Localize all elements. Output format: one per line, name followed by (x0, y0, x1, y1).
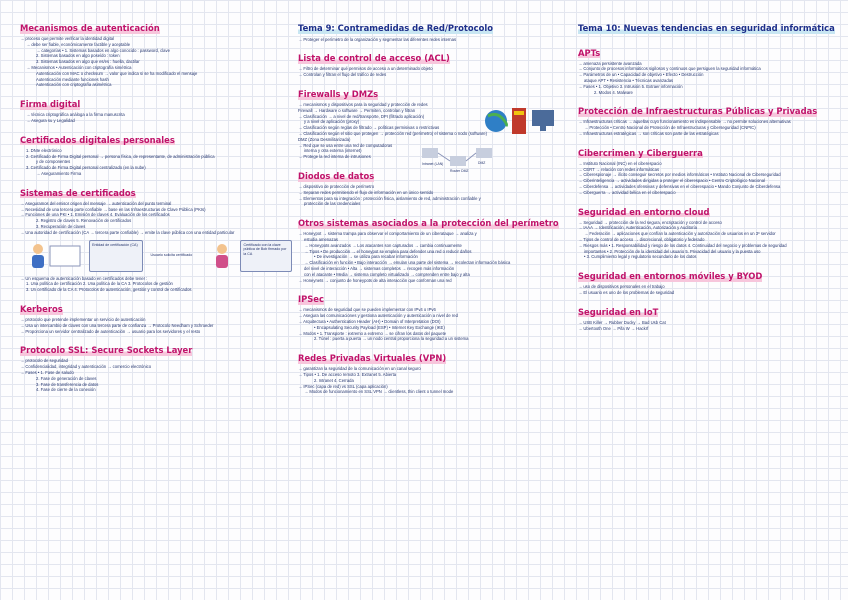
note-line: Firewall → Hardware o software → Permiten, controlan y filtran (298, 107, 416, 113)
heading-moviles: Seguridad en entornos móviles y BYOD (578, 271, 763, 282)
note-line: → protocolo de seguridad (20, 358, 68, 364)
section-iot (578, 302, 840, 332)
heading-sistemas-certificados: Sistemas de certificados (20, 187, 136, 198)
line-list (578, 161, 840, 196)
certificate-diagram (28, 239, 292, 273)
note-line: → garantizan la seguridad de la comunicación en un canal seguro (298, 366, 421, 372)
note-line: → Ubertooth One → Pifa W → Hackrf (578, 325, 649, 331)
note-line: Autenticación con MAC o checksum → valor que indica si se ha modificado el mensaje (36, 70, 198, 76)
note-line: → debe ser fiable, económicamente factible y aceptable (26, 41, 131, 47)
note-line: → Aseguramos del emisor origen del mensaje → autenticación del punto terminal (20, 200, 172, 206)
note-line: 2. Certificado de Firma Digital personal → persona física, de representante, de administración pública (26, 153, 215, 159)
note-line: → Necesidad de una tercera parte confiable → base en las Infraestructuras de Clave Pública (PKIs) (20, 206, 206, 212)
section-firewalls (298, 84, 570, 174)
note-line: → Ciberguerra → actividad bélica en el ciberespacio (578, 189, 676, 195)
line-list (20, 112, 292, 124)
line-list (298, 307, 570, 342)
note-line: → mecanismos y dispositivos para la seguridad y protección de redes (298, 102, 428, 108)
note-line: → Protege la red interna de intrusiones (298, 154, 371, 160)
note-line: → IPSec (capa de red) vs SSL (capa aplicación) (298, 383, 388, 389)
note-line: → Mecanismos • Autenticación con criptografía simétrica (26, 64, 132, 70)
note-line: 3. Recuperación de claves (36, 223, 86, 229)
section-acl (298, 48, 570, 78)
note-line: → Confidencialidad, integridad y autenticación → comercio electrónico (20, 364, 152, 370)
line-list (20, 358, 292, 393)
line-list (20, 36, 292, 88)
note-line: → Tipos de control de acceso → discrecional, obligatorio y federado (578, 237, 705, 242)
note-line: → Fases • 1. Objetivo 3. Intrusión 5. Extraer información (578, 83, 683, 89)
section-cloud (578, 202, 840, 261)
note-line: 1. Una política de certificación 2. Una política de la CA 3. Protocolos de gestión (26, 281, 173, 287)
net-label-c: Router DMZ (450, 169, 469, 174)
note-line: → IAAA → Identificación, Autenticación, Autorización y Auditoría (578, 225, 697, 231)
note-line: importantes • 2. Protección de la identidad del usuario 5. Privacidad del usuario y la puesta uso (584, 248, 761, 254)
note-line: → Elementos para su integración : protección física, aislamiento de red, administración confiable y (298, 195, 481, 201)
note-line: → técnica criptográfica análoga a la firma manuscrita (26, 112, 125, 118)
note-line: → Aseguramiento Firma (36, 170, 82, 176)
note-line: y de componentes (36, 159, 71, 165)
note-line: → Infraestructuras críticas → aquellas cuyo funcionamiento es indispensable → no permite soluciones alternativas (578, 119, 791, 125)
note-line: → Clasificación en función • Bajo interacción → emulan una parte del sistema → recolectan información básica (304, 260, 511, 266)
note-line: → Filtro de determinar qué permisos de acceso a un determinado objeto (298, 66, 433, 72)
note-line: → Usa un intercambio de claves con una tercera parte de confianza → Protocolo Needham y Schroeder (20, 322, 214, 328)
heading-ipsec: IPSec (298, 294, 324, 305)
note-line: estudia amenazas (304, 237, 338, 242)
note-line: → Honeypot → sistema trampa para observar el comportamiento de un ciberataque → analiza y (298, 231, 477, 237)
section-apts (578, 43, 840, 96)
note-line: 2. Fase de generación de claves (36, 375, 97, 381)
note-line: → Honeypots avanzados → Los atacantes son capturados → cambia continuamente (304, 242, 462, 248)
note-line: y a nivel de aplicación (proxy) (304, 119, 360, 125)
heading-diodos: Diodos de datos (298, 171, 375, 182)
note-line: → Clasificación → a nivel de red/transporte, DPI (filtrado aplicación) (298, 113, 425, 119)
heading-otros: Otros sistemas asociados a la protección del perímetro (298, 218, 559, 229)
heading-cloud: Seguridad en entorno cloud (578, 206, 710, 217)
note-line: ataque APT • Resistencia • Técnicas avanzadas (584, 78, 674, 84)
line-list (298, 231, 570, 283)
line-list (20, 201, 292, 236)
heading-autenticacion: Mecanismos de autenticación (20, 23, 160, 33)
note-line: → Controlan y filtran el flujo del tráfico de redes (298, 72, 387, 78)
note-line: → Protección • Centro Nacional de Protección de Infraestructuras y Ciberseguridad (CNPIC) (584, 125, 756, 131)
note-line: protección de las credenciales (304, 201, 361, 207)
line-list (578, 284, 840, 296)
heading-tema10: Tema 10: Nuevas tendencias en seguridad informática (578, 23, 835, 33)
note-line: → Conjunto de procesos informáticos sigilosos y continuos que persiguen la seguridad informática (578, 66, 761, 72)
note-line: → categorías • 1. Sistemas basados en algo conocido : password, clave (36, 47, 170, 53)
note-line: → Seguridad → protección de la red segura, encriptación y control de acceso (578, 219, 722, 225)
note-line: 2. Sistemas basados en algo poseído : token (36, 53, 120, 59)
net-label-b: DMZ (478, 161, 486, 166)
section-tema9 (298, 18, 570, 42)
note-line: 3. Un certificado de la CA 4. Protocolos de autenticación, gestión y control de certificados (26, 287, 192, 293)
line-list (298, 366, 570, 395)
note-line: con el atacante • Media → sistema completo virtualizado → comprenden entre bajo y alta (304, 271, 470, 277)
section-vpn (298, 348, 570, 395)
globe-firewall-icon (480, 102, 558, 140)
line-list (20, 276, 292, 293)
note-line: → Arquitectura • Authentication Header (AH) • Domain of Interpretation (DOI) (298, 318, 441, 324)
note-line: → Modos de funcionamiento en SSL VPN → clientless, thin client o tunnel mode (304, 389, 454, 395)
note-line: → Federación → aplicaciones que confían la autenticación y autorización de usuarios en un 3º servidor (584, 231, 776, 237)
heading-tema9: Tema 9: Contramedidas de Red/Protocolo (298, 23, 494, 33)
line-list (578, 119, 840, 136)
note-line: • 3. Cumplimiento legal y regulatorio secundario de los datos (584, 254, 697, 260)
note-line: → Proporciona un servidor centralizado de autenticación → usuario para los servidores y el resto (20, 328, 201, 334)
note-line: → Infraestructuras estratégicas → son críticas son parte de las estratégicas (578, 131, 719, 137)
heading-iot: Seguridad en IoT (578, 306, 659, 317)
heading-acl: Lista de control de acceso (ACL) (298, 53, 450, 64)
note-line: 2. Modos 4. Malware (594, 89, 633, 95)
note-line: 2. Registro de claves 5. Renovación de certificados (36, 218, 132, 224)
column-2 (298, 18, 570, 401)
heading-firewalls: Firewalls y DMZs (298, 89, 379, 100)
line-list (298, 184, 570, 207)
note-line: Autenticación con criptografía asimétrica (36, 82, 112, 88)
note-line: → Fases • 1. Fase de saludo (20, 369, 74, 375)
section-moviles (578, 266, 840, 296)
note-line: 1. DNIe electrónico (26, 147, 62, 153)
line-list (298, 66, 570, 78)
note-line: → Clasificación según el sitio que protegen → protección red (perímetro) el sistema o nodo (software) (298, 131, 487, 137)
line-list (578, 61, 840, 96)
note-line: DMZ (Zona Desmilitarizada) (298, 136, 351, 142)
note-line: • Encapsulating Security Payload (ESP) • Internet Key Exchange (IKE) (314, 324, 445, 330)
section-otros (298, 213, 570, 283)
note-line: • De investigación → se utiliza para recabar información (314, 254, 418, 260)
note-line: 3. Fase de transferencia de datos (36, 381, 99, 387)
user-figure-2-icon (210, 240, 233, 272)
note-line: → Red que se usa entre una red de computadoras (298, 142, 393, 148)
diagram-left-label: Usuario solicita certificado (150, 253, 193, 258)
section-kerberos (20, 299, 292, 334)
note-line: → Separan redes permitiendo el flujo de información en un único sentido (298, 189, 434, 195)
section-autenticacion (20, 18, 292, 88)
section-ipsec (298, 289, 570, 342)
heading-kerberos: Kerberos (20, 303, 63, 314)
section-tema10 (578, 18, 840, 37)
note-line: → Ciberdefensa → actividades ofensivas y defensivas en el ciberespacio • Mando Conjunto de Ciberdefensa (578, 184, 781, 190)
note-line: → El usuario es uno de los problemas de seguridad (578, 289, 675, 295)
note-line: → Instituto Nacional (INC) en el ciberespacio (578, 160, 662, 166)
note-line: Autenticación mediante funciones hash (36, 76, 109, 82)
heading-ssl: Protocolo SSL: Secure Sockets Layer (20, 345, 193, 356)
dmz-network-icon (420, 144, 498, 174)
note-line: → Asegura su y Legalidad (26, 117, 75, 123)
note-line: → Riesgos más • 1. Responsabilidad y riesgo de los datos 4. Continuidad del negocio y problemas de seguridad (578, 242, 787, 248)
note-line: → Un esquema de autenticación basado en certificados debe tener : (20, 275, 148, 281)
note-line: → dispositivo de protección de perímetro (298, 184, 375, 190)
column-1 (20, 18, 292, 399)
section-infraestructuras (578, 101, 840, 136)
note-line: → Ciberespionaje → ilícito conseguir secretos por medios informáticos • Instituto Nacional de Ciberseguridad (578, 172, 781, 178)
line-list (578, 220, 840, 261)
note-line: → USB Killer → Rubber Ducky → Bad Usb Cat (578, 319, 666, 325)
line-list (20, 317, 292, 334)
note-line: → amenaza persistente avanzada (578, 60, 642, 66)
note-line: → Ciberinteligencia → actividades dirigidas a proteger el ciberespacio • Centro Criptológico Nacional (578, 178, 765, 184)
note-line: → Tipos • De producción → el honeypot se emplea para defender una red o reducir daños (304, 248, 472, 254)
note-line: → Parámetros de un • Capacidad de objetivo • Efecto • Destrucción (578, 72, 704, 78)
note-line: → Modos • 1. Transporte : extremo a extremo → se cifran los datos del paquete (298, 330, 447, 336)
heading-cibercrimen: Cibercrimen y Ciberguerra (578, 147, 703, 158)
section-certificados (20, 130, 292, 177)
note-line: → Una autoridad de certificación (CA → tercera parte confiable) → emite la clave pública con una entidad particular (20, 229, 235, 235)
note-line: 2. Túnel : puerta a puerta → un nodo central proporciona la seguridad a un sistema (314, 336, 469, 342)
note-line: → mecanismos de seguridad que se pueden implementar con IPv4 o IPv6 (298, 307, 436, 313)
note-line: 4. Fase de cierre de la conexión (36, 387, 96, 393)
heading-infraestructuras: Protección de Infraestructuras Públicas y Privadas (578, 106, 818, 117)
note-line: interna y otra externa (internet) (304, 148, 362, 154)
heading-apts: APTs (578, 47, 601, 58)
note-line: 2. Intranet 4. Cerrada (314, 377, 354, 383)
line-list (298, 37, 570, 43)
note-line: → Asegura las comunicaciones y gestiona autenticación y autenticación a nivel de red (298, 313, 458, 319)
net-label-a: Intranet (LAN) (422, 162, 444, 167)
note-line: → protocolo que pretende implementar un servicio de autenticación (20, 316, 146, 322)
note-line: → CERT → relación con redes informáticas (578, 166, 660, 172)
note-line: → Honeynets → conjunto de honeypots de alta interacción que conforman una red (298, 277, 452, 283)
heading-firma-digital: Firma digital (20, 99, 81, 110)
section-ssl (20, 340, 292, 393)
note-line: → Funciones de una PKI • 1. Emisión de claves 4. Evaluación de los certificados (20, 212, 170, 218)
note-line: 3. Certificado de Firma Digital personal centralizado (en la nube) (26, 165, 146, 171)
section-firma-digital (20, 94, 292, 124)
ca-box: Entidad de certificación (CA) (89, 240, 142, 272)
cert-box: Certificado con la clave pública de Bob firmado por la CA (240, 240, 292, 272)
section-sistemas-certificados (20, 183, 292, 293)
section-cibercrimen (578, 143, 840, 196)
note-line: → Clasificación según reglas de filtrado → políticas permisivas o restrictivas (298, 125, 440, 131)
note-line: → uso de dispositivos personales en el trabajo (578, 284, 665, 290)
heading-vpn: Redes Privadas Virtuales (VPN) (298, 353, 447, 364)
note-line: 3. Sistemas basados en algo que es/es : huella, dactilar (36, 59, 140, 65)
user-figure-icon (28, 240, 81, 272)
note-line: → Tipos • 1. De acceso remoto 3. Extranet 5. Abierta (298, 371, 397, 377)
note-line: → Proteger el perímetro de la organización y segmentar las diferentes redes internas (298, 36, 457, 42)
column-3 (578, 18, 840, 337)
note-line: del nivel de interacción • Alta → sistemas completos → recogen más información (304, 265, 455, 271)
line-list (20, 148, 292, 177)
heading-certificados: Certificados digitales personales (20, 134, 175, 145)
note-line: → proceso que permite verificar la identidad digital (20, 36, 115, 41)
line-list (578, 320, 840, 332)
